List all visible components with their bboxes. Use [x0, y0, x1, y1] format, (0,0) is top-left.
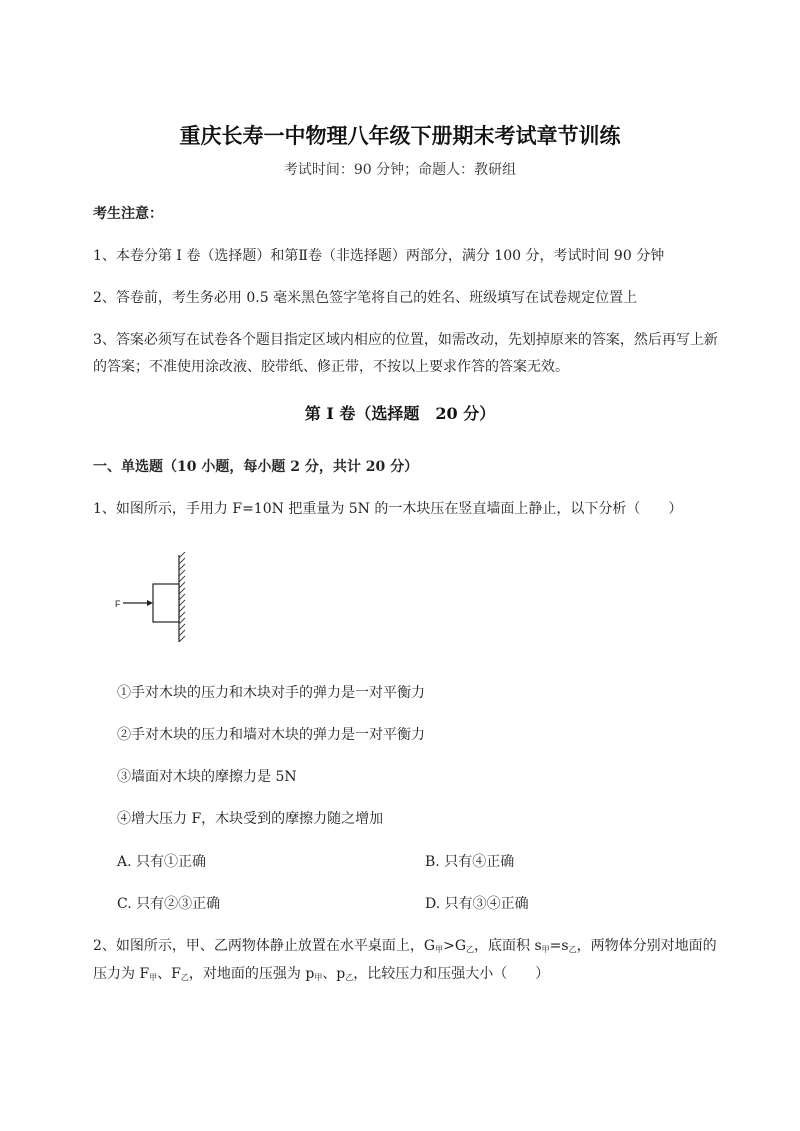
subscript: 甲	[435, 945, 444, 954]
part-heading: 一、单选题（10 小题，每小题 2 分，共计 20 分）	[93, 459, 419, 475]
statement-2: ②手对木块的压力和墙对木块的弹力是一对平衡力	[117, 727, 425, 743]
q2-text: 、p	[322, 966, 346, 982]
question-1-stem: 1、如图所示，手用力 F=10N 把重量为 5N 的一木块压在竖直墙面上静止，以下分析（ ）	[93, 501, 683, 517]
q2-text: ，比较压力和压强大小（ ）	[353, 966, 550, 982]
statement-3: ③墙面对木块的摩擦力是 5N	[117, 769, 297, 785]
page-title: 重庆长寿一中物理八年级下册期末考试章节训练	[179, 123, 621, 148]
option-a: A. 只有①正确	[117, 854, 207, 870]
q2-text: ，两物体分别对地面的	[576, 938, 717, 954]
question-2-line-2	[93, 963, 549, 983]
q2-text: 2、如图所示，甲、乙两物体静止放置在水平桌面上，G	[93, 938, 436, 954]
subscript: 乙	[345, 973, 354, 982]
force-label: F	[115, 599, 121, 609]
notice-heading: 考生注意：	[93, 206, 163, 222]
exam-info: 考试时间：90 分钟；命题人：教研组	[283, 162, 517, 178]
section-title: 第 I 卷（选择题 20 分）	[304, 404, 496, 423]
subscript: 乙	[568, 945, 577, 954]
subscript: 甲	[314, 973, 323, 982]
option-d: D. 只有③④正确	[425, 896, 529, 912]
subscript: 甲	[149, 973, 158, 982]
q2-text: ，对地面的压强为 p	[188, 966, 315, 982]
notice-item-3-line-1: 3、答案必须写在试卷各个题目指定区域内相应的位置，如需改动，先划掉原来的答案，然后再写上新	[93, 332, 718, 348]
q2-text: =s	[549, 938, 569, 954]
option-b: B. 只有④正确	[425, 854, 515, 870]
subscript: 乙	[180, 973, 189, 982]
q2-text: 、F	[157, 966, 181, 982]
statement-4: ④增大压力 F，木块受到的摩擦力随之增加	[117, 811, 384, 827]
notice-item-1: 1、本卷分第 I 卷（选择题）和第Ⅱ卷（非选择题）两部分，满分 100 分，考试时间 90 分钟	[93, 248, 665, 264]
subscript: 甲	[541, 945, 550, 954]
q2-text: >G	[443, 938, 467, 954]
q2-text: ，底面积 s	[474, 938, 542, 954]
statement-1: ①手对木块的压力和木块对手的弹力是一对平衡力	[117, 685, 425, 701]
question-2-line-1	[93, 935, 717, 955]
subscript: 乙	[466, 945, 475, 954]
force-wall-figure	[112, 552, 192, 642]
notice-item-2: 2、答卷前，考生务必用 0.5 毫米黑色签字笔将自己的姓名、班级填写在试卷规定位置上	[93, 290, 638, 306]
option-c: C. 只有②③正确	[117, 896, 221, 912]
q2-text: 压力为 F	[93, 966, 150, 982]
notice-item-3-line-2: 的答案；不准使用涂改液、胶带纸、修正带，不按以上要求作答的答案无效。	[93, 359, 569, 375]
